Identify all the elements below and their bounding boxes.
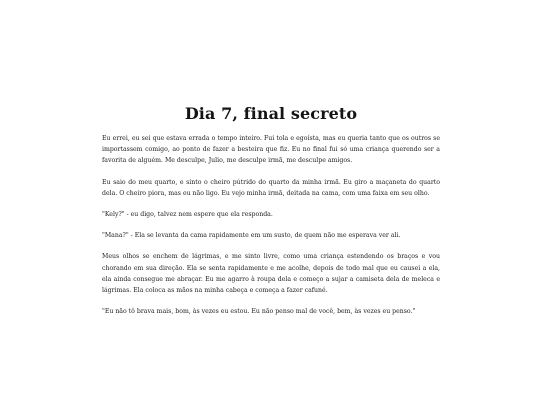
document-body	[102, 104, 440, 327]
paragraph-kely-dialogue: "Kely?" - eu digo, talvez nem espere que ela responda.	[102, 211, 273, 219]
paragraph-mana-dialogue: "Mana?" - Ela se levanta da cama rapidamente em um susto, de quem não me esperava ver ali.	[102, 232, 401, 240]
paragraph-sister-room: Eu saio do meu quarto, e sinto o cheiro pútrido do quarto da minha irmã. Eu giro a maçaneta do quarto dela. O cheiro piora, mas eu não ligo. Eu vejo minha irmã, deitada na cama, com uma faixa em seu olho.	[102, 178, 440, 197]
paragraph-final-quote: "Eu não tô brava mais, bom, às vezes eu estou. Eu não penso mal de você, bem, às vezes eu penso."	[102, 308, 416, 316]
page-title: Dia 7, final secreto	[184, 104, 358, 123]
paragraph-confession: Eu errei, eu sei que estava errada o tempo inteiro. Fui tola e egoísta, mas eu queria tanto que os outros se importassem comigo, ao ponto de fazer a besteira que fiz. Eu no final fui só uma criança querendo ser a favorita de alguém. Me desculpe, Julio, me desculpe irmã, me desculpe amigos.	[102, 135, 440, 165]
paragraph-embrace: Meus olhos se enchem de lágrimas, e me sinto livre, como uma criança estendendo os braços e vou chorando em sua direção. Ela se senta rapidamente e me acolhe, depois de todo mal que eu causei a ela, ela ainda consegue me abraçar. Eu me agarro à roupa dela e começo a sujar a camiseta dela de meleca e lágrimas. Ela coloca as mãos na minha cabeça e começa a fazer cafuné.	[102, 253, 440, 295]
